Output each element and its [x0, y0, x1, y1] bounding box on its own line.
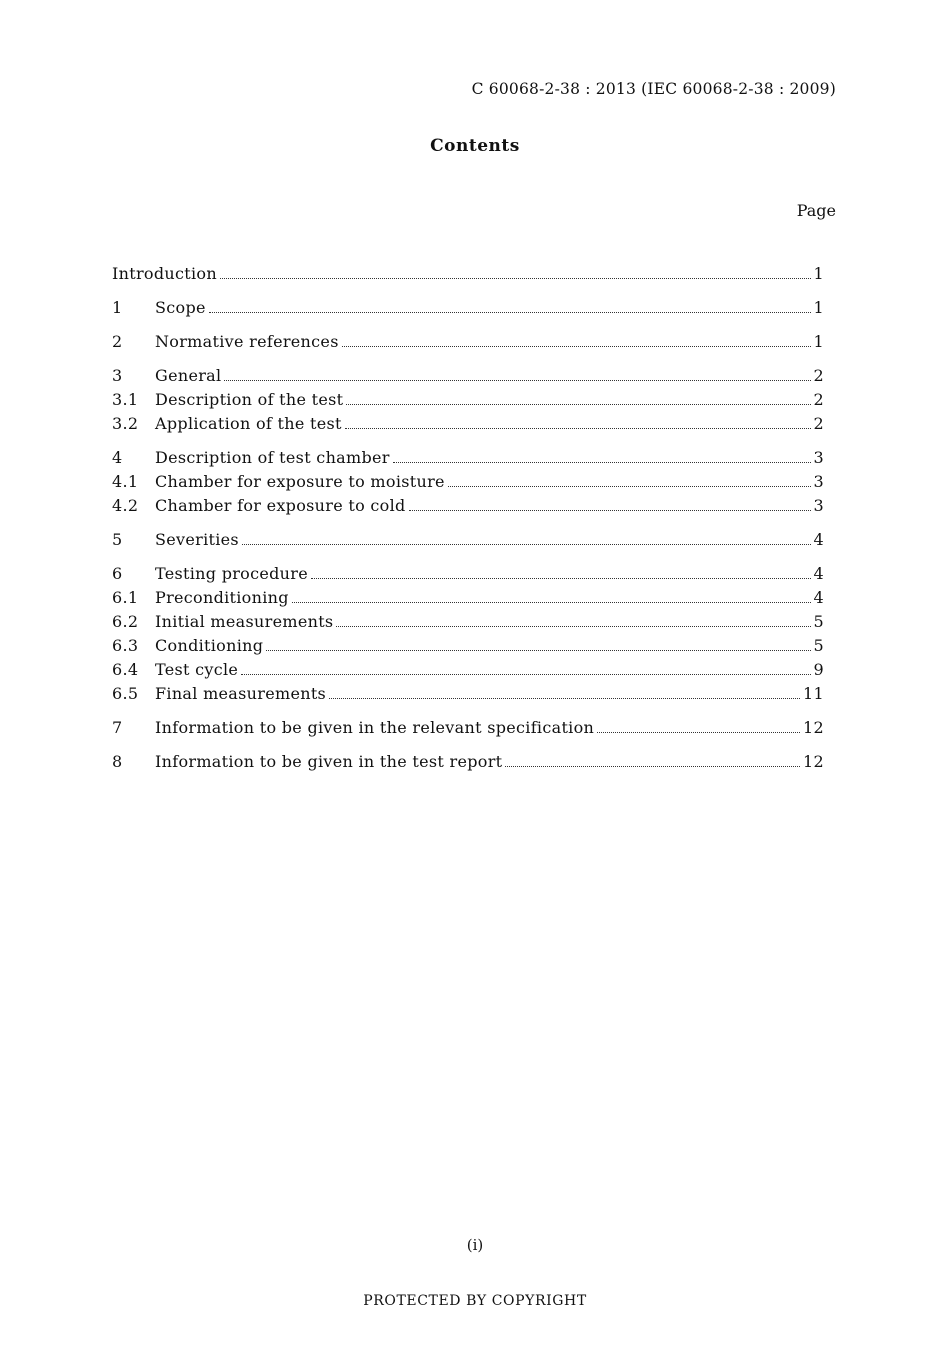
- toc-entry-number: 5: [112, 530, 123, 549]
- toc-entry[interactable]: [112, 716, 824, 740]
- toc-entry-text: Information to be given in the relevant specification: [155, 718, 595, 737]
- toc-entry-page: 4: [813, 588, 824, 607]
- toc-entry-number: 6.1: [112, 588, 139, 607]
- leader-dots: [242, 543, 811, 545]
- leader-dots: [311, 577, 811, 579]
- toc-entry[interactable]: [112, 562, 824, 586]
- toc-entry-text: General: [155, 366, 222, 385]
- toc-entry[interactable]: [112, 610, 824, 634]
- toc-entry-page: 1: [813, 298, 824, 317]
- toc-entry-text: Testing procedure: [155, 564, 309, 583]
- toc-entry[interactable]: [112, 330, 824, 354]
- toc-entry-text: Scope: [155, 298, 206, 317]
- toc-entry-page: 2: [813, 366, 824, 385]
- toc-entry[interactable]: [112, 388, 824, 412]
- document-id: C 60068-2-38 : 2013 (IEC 60068-2-38 : 2009): [471, 80, 836, 98]
- toc-entry-text: Chamber for exposure to cold: [155, 496, 406, 515]
- copyright-notice: PROTECTED BY COPYRIGHT: [363, 1293, 587, 1309]
- page-title: Contents: [430, 136, 520, 156]
- toc-entry-page: 3: [813, 472, 824, 491]
- toc-entry[interactable]: [112, 446, 824, 470]
- toc-entry-page: 5: [813, 636, 824, 655]
- toc-entry-page: 1: [813, 264, 824, 283]
- toc-entry[interactable]: [112, 750, 824, 774]
- toc-entry-text: Information to be given in the test report: [155, 752, 503, 771]
- toc-entry-page: 12: [803, 752, 824, 771]
- toc-entry[interactable]: [112, 262, 824, 286]
- toc-entry-page: 2: [813, 390, 824, 409]
- toc-entry-page: 1: [813, 332, 824, 351]
- toc-entry-text: Chamber for exposure to moisture: [155, 472, 445, 491]
- toc-entry-number: 6.3: [112, 636, 139, 655]
- leader-dots: [345, 427, 811, 429]
- toc-entry-page: 3: [813, 496, 824, 515]
- toc-entry-text: Description of test chamber: [155, 448, 390, 467]
- leader-dots: [346, 403, 810, 405]
- toc-entry[interactable]: [112, 682, 824, 706]
- toc-entry-number: 2: [112, 332, 123, 351]
- toc-entry-number: 3.1: [112, 390, 139, 409]
- toc-entry-page: 11: [803, 684, 824, 703]
- toc-entry[interactable]: [112, 364, 824, 388]
- footer-page-number: (i): [466, 1236, 484, 1254]
- page-column-label: Page: [796, 201, 836, 220]
- toc-entry-text: Preconditioning: [155, 588, 289, 607]
- table-of-contents: [112, 262, 824, 774]
- leader-dots: [336, 625, 810, 627]
- toc-entry-page: 9: [813, 660, 824, 679]
- toc-entry-number: 6.4: [112, 660, 139, 679]
- toc-entry-text: Final measurements: [155, 684, 327, 703]
- leader-dots: [393, 461, 811, 463]
- toc-entry[interactable]: [112, 658, 824, 682]
- leader-dots: [505, 765, 800, 767]
- toc-entry-number: 4: [112, 448, 123, 467]
- toc-entry-number: 4.2: [112, 496, 139, 515]
- leader-dots: [342, 345, 811, 347]
- toc-entry-text: Initial measurements: [155, 612, 334, 631]
- toc-entry[interactable]: [112, 586, 824, 610]
- toc-entry[interactable]: [112, 470, 824, 494]
- toc-entry-text: Application of the test: [155, 414, 342, 433]
- toc-entry-number: 7: [112, 718, 123, 737]
- toc-entry-number: 3: [112, 366, 123, 385]
- toc-entry-page: 4: [813, 530, 824, 549]
- leader-dots: [220, 277, 811, 279]
- toc-entry-number: 6.5: [112, 684, 139, 703]
- toc-entry-number: 4.1: [112, 472, 139, 491]
- toc-entry-text: Description of the test: [155, 390, 344, 409]
- leader-dots: [224, 379, 810, 381]
- toc-entry-page: 2: [813, 414, 824, 433]
- toc-entry[interactable]: [112, 494, 824, 518]
- toc-entry-text: Conditioning: [155, 636, 264, 655]
- toc-entry-page: 12: [803, 718, 824, 737]
- toc-entry-number: 3.2: [112, 414, 139, 433]
- leader-dots: [329, 697, 800, 699]
- leader-dots: [292, 601, 811, 603]
- toc-entry-number: 1: [112, 298, 123, 317]
- leader-dots: [597, 731, 800, 733]
- leader-dots: [209, 311, 811, 313]
- toc-entry-text: Introduction: [112, 264, 217, 283]
- toc-entry[interactable]: [112, 634, 824, 658]
- toc-entry-number: 8: [112, 752, 123, 771]
- toc-entry-page: 5: [813, 612, 824, 631]
- toc-entry[interactable]: [112, 528, 824, 552]
- leader-dots: [448, 485, 811, 487]
- toc-entry-text: Normative references: [155, 332, 339, 351]
- toc-entry-text: Test cycle: [155, 660, 239, 679]
- toc-entry-number: 6: [112, 564, 123, 583]
- leader-dots: [241, 673, 810, 675]
- toc-entry-number: 6.2: [112, 612, 139, 631]
- toc-entry-page: 3: [813, 448, 824, 467]
- toc-entry-page: 4: [813, 564, 824, 583]
- leader-dots: [409, 509, 811, 511]
- toc-entry-text: Severities: [155, 530, 239, 549]
- leader-dots: [266, 649, 810, 651]
- toc-entry[interactable]: [112, 296, 824, 320]
- toc-entry[interactable]: [112, 412, 824, 436]
